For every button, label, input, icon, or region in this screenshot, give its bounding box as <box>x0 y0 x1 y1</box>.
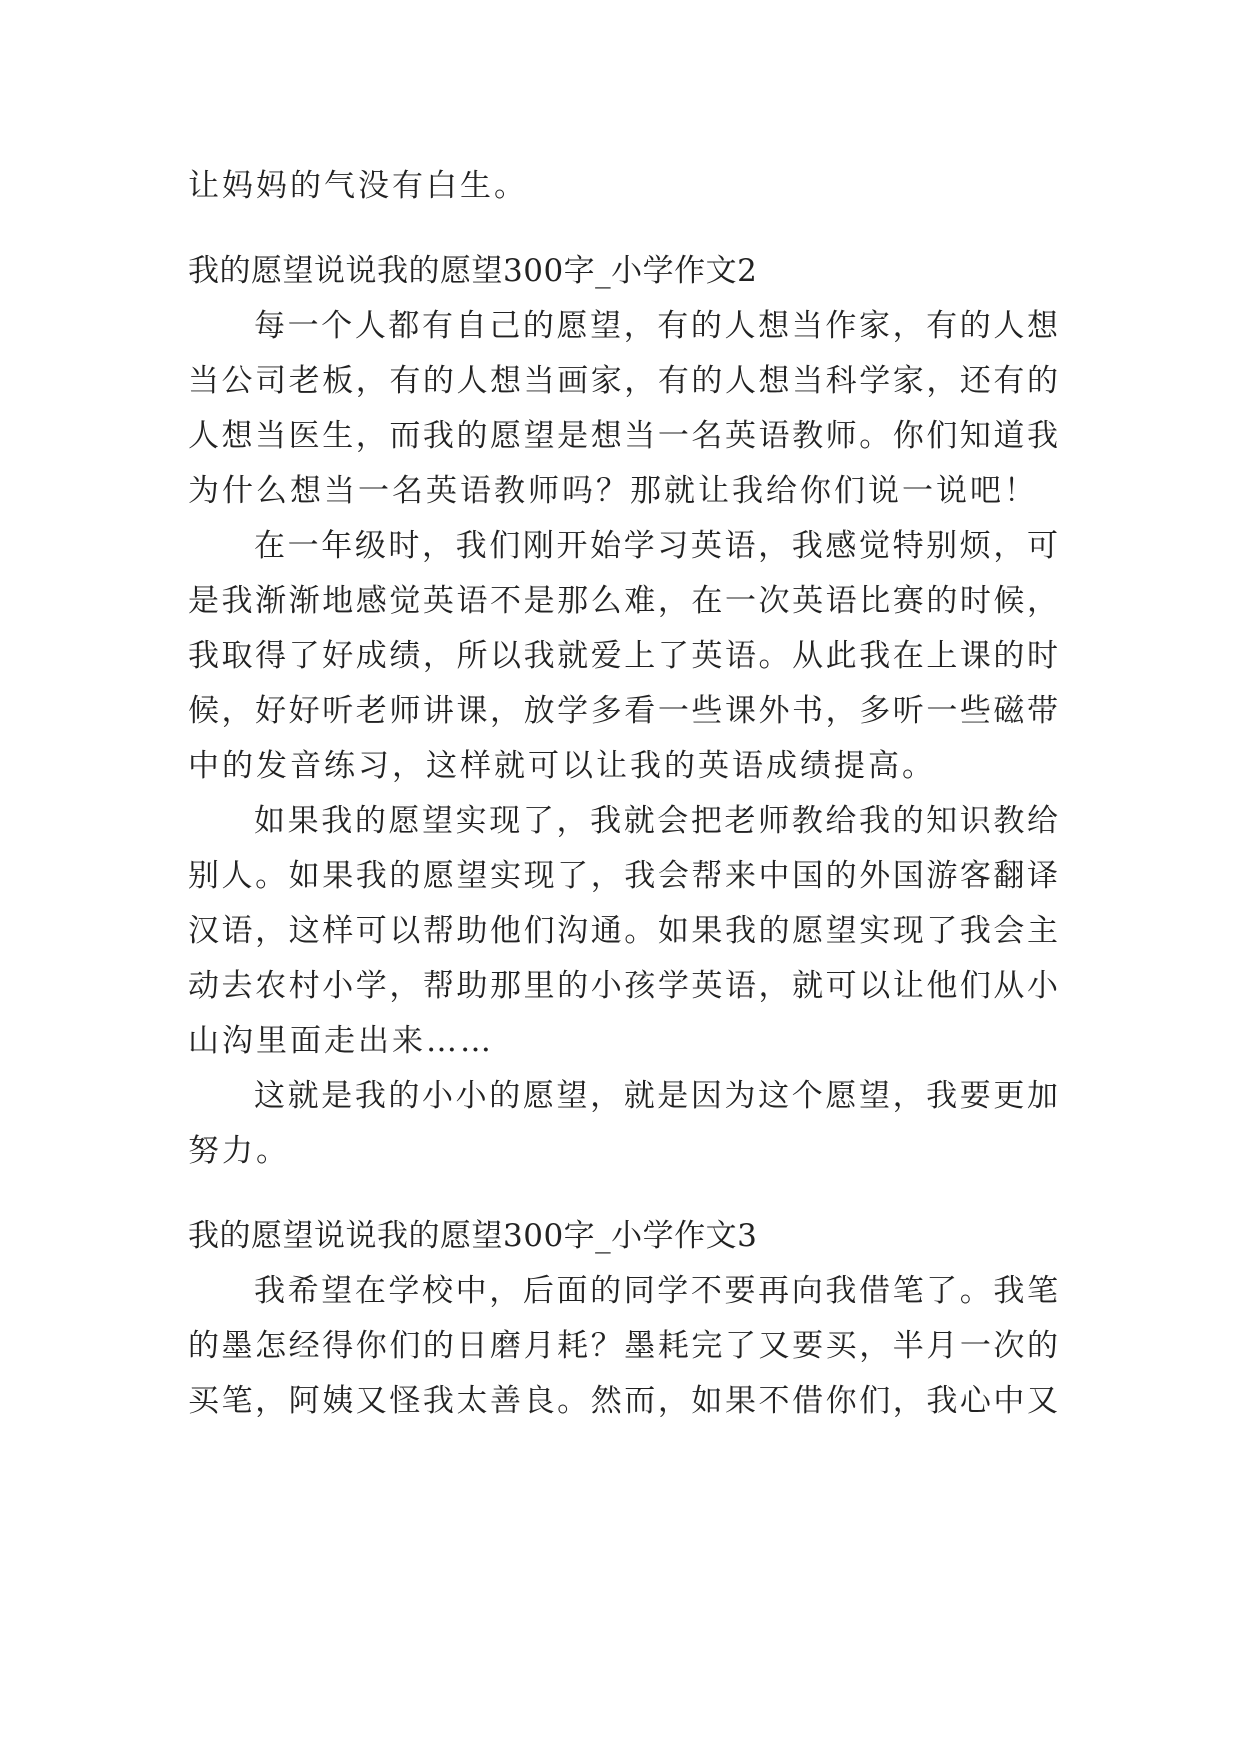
text-line: 别人。如果我的愿望实现了，我会帮来中国的外国游客翻译 <box>188 858 1058 894</box>
text-line: 动去农村小学，帮助那里的小孩学英语，就可以让他们从小 <box>188 968 1058 1004</box>
text-line: 每一个人都有自己的愿望，有的人想当作家，有的人想 <box>254 308 1058 344</box>
text-line: 在一年级时，我们刚开始学习英语，我感觉特别烦，可 <box>254 528 1058 564</box>
text-line: 为什么想当一名英语教师吗？那就让我给你们说一说吧！ <box>188 473 1038 509</box>
essay-heading: 我的愿望说说我的愿望300字_小学作文2 <box>188 253 758 289</box>
text-line: 让妈妈的气没有白生。 <box>188 168 528 204</box>
text-line: 山沟里面走出来…… <box>188 1023 494 1059</box>
text-line: 这就是我的小小的愿望，就是因为这个愿望，我要更加 <box>254 1078 1058 1114</box>
text-line: 是我渐渐地感觉英语不是那么难，在一次英语比赛的时候， <box>188 583 1058 619</box>
text-line: 当公司老板，有的人想当画家，有的人想当科学家，还有的 <box>188 363 1058 399</box>
text-line: 买笔，阿姨又怪我太善良。然而，如果不借你们，我心中又 <box>188 1383 1058 1419</box>
essay-heading: 我的愿望说说我的愿望300字_小学作文3 <box>188 1218 758 1254</box>
text-line: 我希望在学校中，后面的同学不要再向我借笔了。我笔 <box>254 1273 1058 1309</box>
text-line: 努力。 <box>188 1133 290 1169</box>
text-line: 候，好好听老师讲课，放学多看一些课外书，多听一些磁带 <box>188 693 1058 729</box>
text-line: 汉语，这样可以帮助他们沟通。如果我的愿望实现了我会主 <box>188 913 1058 949</box>
text-line: 的墨怎经得你们的日磨月耗？墨耗完了又要买，半月一次的 <box>188 1328 1058 1364</box>
text-line: 如果我的愿望实现了，我就会把老师教给我的知识教给 <box>254 803 1058 839</box>
text-line: 我取得了好成绩，所以我就爱上了英语。从此我在上课的时 <box>188 638 1058 674</box>
text-line: 人想当医生，而我的愿望是想当一名英语教师。你们知道我 <box>188 418 1058 454</box>
text-line: 中的发音练习，这样就可以让我的英语成绩提高。 <box>188 748 936 784</box>
